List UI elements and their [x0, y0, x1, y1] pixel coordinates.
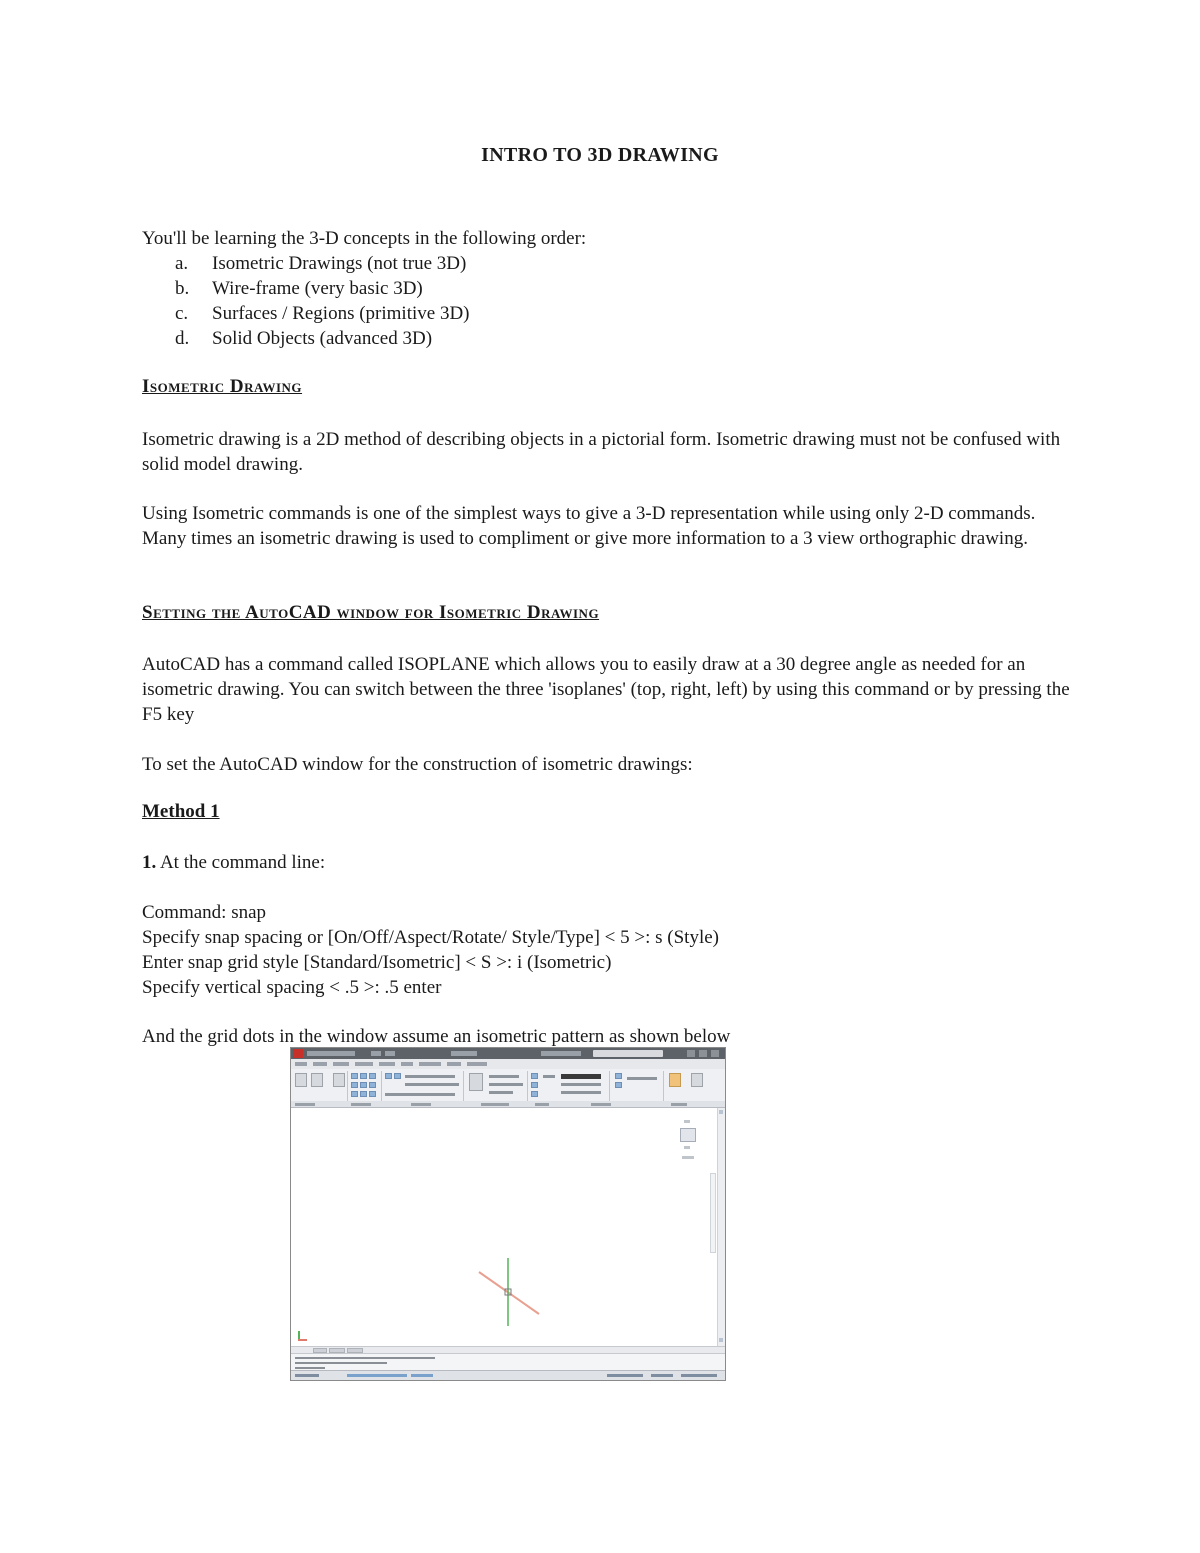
- page-title: INTRO TO 3D DRAWING: [481, 144, 719, 166]
- isometric-paragraph-1: Isometric drawing is a 2D method of describing objects in a pictorial form. Isometric drawing must not be confused with solid model drawing.: [142, 429, 1061, 475]
- section-heading-isometric: Isometric Drawing: [142, 376, 303, 397]
- autocad-title-bar: [291, 1048, 725, 1059]
- step-number: 1.: [142, 852, 157, 873]
- section-heading-autocad-window: Setting the AutoCAD window for Isometric Drawing: [142, 602, 600, 623]
- status-bar: [291, 1370, 725, 1380]
- command-line: Specify snap spacing or [On/Off/Aspect/Rotate/ Style/Type] < 5 >: s (Style): [142, 927, 719, 948]
- step-text: At the command line:: [156, 852, 326, 873]
- setup-paragraph: To set the AutoCAD window for the construction of isometric drawings:: [142, 754, 693, 775]
- method-heading: Method 1: [142, 801, 220, 822]
- vertical-scrollbar: [717, 1108, 725, 1346]
- drawing-canvas: [291, 1108, 719, 1346]
- command-line: Enter snap grid style [Standard/Isometric] < S >: i (Isometric): [142, 952, 612, 973]
- screenshot-caption: And the grid dots in the window assume an isometric pattern as shown below: [142, 1026, 731, 1047]
- autocad-logo-icon: [293, 1049, 303, 1058]
- command-line: Command: snap: [142, 902, 267, 923]
- isometric-paragraph-2: Using Isometric commands is one of the simplest ways to give a 3-D representation while using only 2-D commands. Many times an isometric drawing is used to compliment or give more information to a 3 view orthographic drawing.: [142, 503, 1036, 549]
- navigation-cube: [680, 1128, 696, 1142]
- isoplane-paragraph: AutoCAD has a command called ISOPLANE which allows you to easily draw at a 30 degree angle as needed for an isometric drawing. You can switch between the three 'isoplanes' (top, right, left) by using this command or by pressing the F5 key: [142, 654, 1070, 725]
- document-page: INTRO TO 3D DRAWING You'll be learning the 3-D concepts in the following order: a. Isometric Drawings (not true 3D) b. Wire-frame (very basic 3D) c. Surfaces / Regions (primitive 3D) d. Solid Objects (advanced 3D) Isometric Drawing Isometric drawing is a 2D method of describing objects in a pictorial form. Isometric drawing must not be confused with solid model drawing. Using Isometric commands is one of the simplest ways to give a 3-D representation while using only 2-D commands. Many times an isometric drawing is used to compliment or give more information to a 3 view orthographic drawing. Setting the AutoCAD window for Isometric Drawing AutoCAD has a command called ISOPLANE which allows you to easily draw at a 30 degree angle as needed for an isometric drawing. You can switch between the three 'isoplanes' (top, right, left) by using this command or by pressing the F5 key To set the AutoCAD window for the construction of isometric drawings: Method 1 1. At the command line: Command: snap Specify snap spacing or [On/Off/Aspect/Rotate/ Style/Type] < 5 >: s (Style) Enter snap grid style [Standard/Isometric] < S >: i (Isometric) Specify vertical spacing < .5 >: .5 enter And the grid dots in the window assume an isometric pattern as shown below: [0, 0, 1200, 1553]
- crosshair-cursor: [291, 1108, 719, 1346]
- intro-paragraph: You'll be learning the 3-D concepts in the following order:: [142, 228, 587, 249]
- navigation-bar: [710, 1173, 716, 1253]
- command-line: Specify vertical spacing < .5 >: .5 enter: [142, 977, 442, 998]
- ribbon-panel-labels: [291, 1101, 725, 1107]
- autocad-screenshot: [290, 1047, 726, 1381]
- ucs-x-axis: [298, 1339, 307, 1341]
- step-line: [142, 850, 325, 875]
- search-box: [593, 1050, 663, 1057]
